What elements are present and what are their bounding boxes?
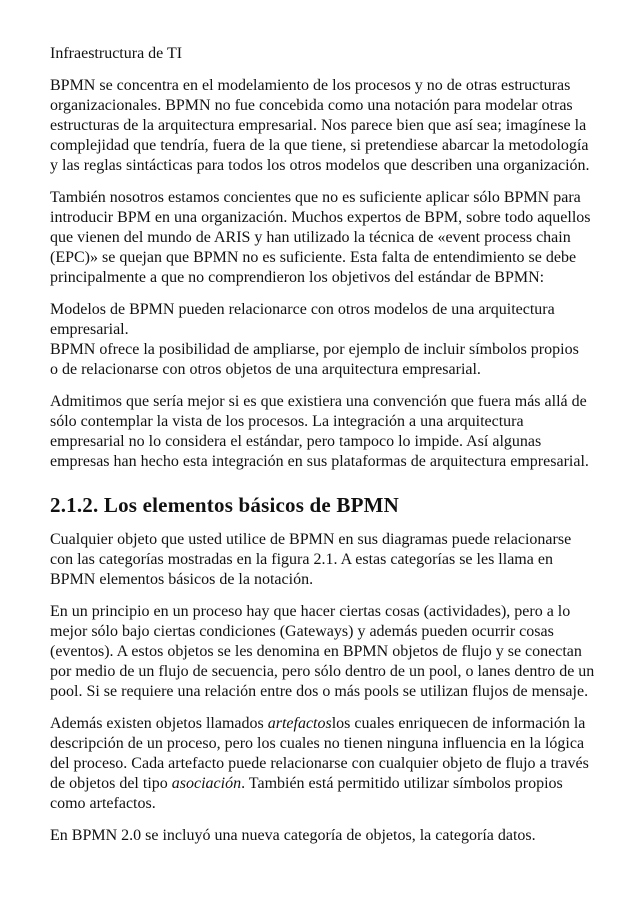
- text-line: (eventos). A estos objetos se les denomina en BPMN objetos de flujo y se conectan: [50, 643, 582, 660]
- text-line: [50, 774, 598, 794]
- text-line: En un principio en un proceso hay que hacer ciertas cosas (actividades), pero a lo: [50, 603, 571, 620]
- text-line: Modelos de BPMN pueden relacionarce con otros modelos de una arquitectura: [50, 301, 555, 318]
- text-line: organizacionales. BPMN no fue concebida como una notación para modelar otras: [50, 97, 573, 114]
- paragraph-data-category: [50, 826, 598, 846]
- text-line: empresarial no lo considera el estándar, pero tampoco lo impide. Así algunas: [50, 433, 542, 450]
- text-line: BPMN ofrece la posibilidad de ampliarse, por ejemplo de incluir símbolos propios: [50, 341, 579, 358]
- paragraph-convention: [50, 392, 598, 472]
- text-line: (EPC)» se quejan que BPMN no es suficiente. Esta falta de entendimiento se debe: [50, 249, 577, 266]
- text-line: Cualquier objeto que usted utilice de BPMN en sus diagramas puede relacionarse: [50, 531, 572, 548]
- text-line: En BPMN 2.0 se incluyó una nueva categoría de objetos, la categoría datos.: [50, 827, 536, 844]
- section-heading: 2.1.2. Los elementos básicos de BPMN: [50, 493, 400, 517]
- paragraph-bpmn-insufficient: [50, 188, 598, 288]
- italic-term-asociacion: asociación: [171, 775, 242, 792]
- paragraph-basic-elements: [50, 530, 598, 590]
- text-line: [50, 714, 598, 734]
- text-line: descripción de un proceso, pero los cuales no tienen ninguna influencia en la lógica: [50, 735, 585, 752]
- document-page: [50, 44, 598, 858]
- section-title: [50, 44, 598, 64]
- text-line: que vienen del mundo de ARIS y han utilizado la técnica de «event process chain: [50, 229, 571, 246]
- paragraph-bpmn-models: [50, 300, 598, 380]
- paragraph-flow-objects: [50, 602, 598, 702]
- text-line: empresas han hecho esta integración en sus plataformas de arquitectura empresarial.: [50, 453, 589, 470]
- text-line: como artefactos.: [50, 795, 156, 812]
- text-run: Además existen objetos llamados: [50, 715, 268, 732]
- text-line: principalmente a que no comprendieron los objetivos del estándar de BPMN:: [50, 269, 545, 286]
- text-line: Admitimos que sería mejor si es que existiera una convención que fuera más allá de: [50, 393, 587, 410]
- text-line: Infraestructura de TI: [50, 45, 183, 62]
- text-line: con las categorías mostradas en la figura 2.1. A estas categorías se les llama en: [50, 551, 553, 568]
- text-line: complejidad que tendría, fuera de la que tiene, si pretendiese abarcar la metodología: [50, 137, 589, 154]
- paragraph-bpmn-focus: [50, 76, 598, 176]
- paragraph-artifacts: [50, 714, 598, 814]
- text-line: BPMN elementos básicos de la notación.: [50, 571, 314, 588]
- text-line: del proceso. Cada artefacto puede relacionarse con cualquier objeto de flujo a través: [50, 755, 589, 772]
- text-line: empresarial.: [50, 321, 129, 338]
- text-line: También nosotros estamos concientes que no es suficiente aplicar sólo BPMN para: [50, 189, 581, 206]
- text-line: y las reglas sintácticas para todos los otros modelos que describen una organización.: [50, 157, 590, 174]
- text-line: mejor sólo bajo ciertas condiciones (Gateways) y además pueden ocurrir cosas: [50, 623, 554, 640]
- text-line: por medio de un flujo de secuencia, pero sólo dentro de un pool, o lanes dentro de un: [50, 663, 595, 680]
- text-line: o de relacionarse con otros objetos de una arquitectura empresarial.: [50, 361, 481, 378]
- text-line: sólo contemplar la vista de los procesos. La integración a una arquitectura: [50, 413, 524, 430]
- italic-term-artefactos: artefactos: [267, 715, 332, 732]
- text-line: BPMN se concentra en el modelamiento de los procesos y no de otras estructuras: [50, 77, 571, 94]
- text-line: pool. Si se requiere una relación entre dos o más pools se utilizan flujos de mensaje.: [50, 683, 589, 700]
- text-run: de objetos del tipo: [50, 775, 172, 792]
- text-run: . También está permitido utilizar símbolos propios: [241, 775, 563, 792]
- text-line: introducir BPM en una organización. Muchos expertos de BPM, sobre todo aquellos: [50, 209, 591, 226]
- text-run: los cuales enriquecen de información la: [331, 715, 586, 732]
- text-line: estructuras de la arquitectura empresarial. Nos parece bien que así sea; imagínese la: [50, 117, 587, 134]
